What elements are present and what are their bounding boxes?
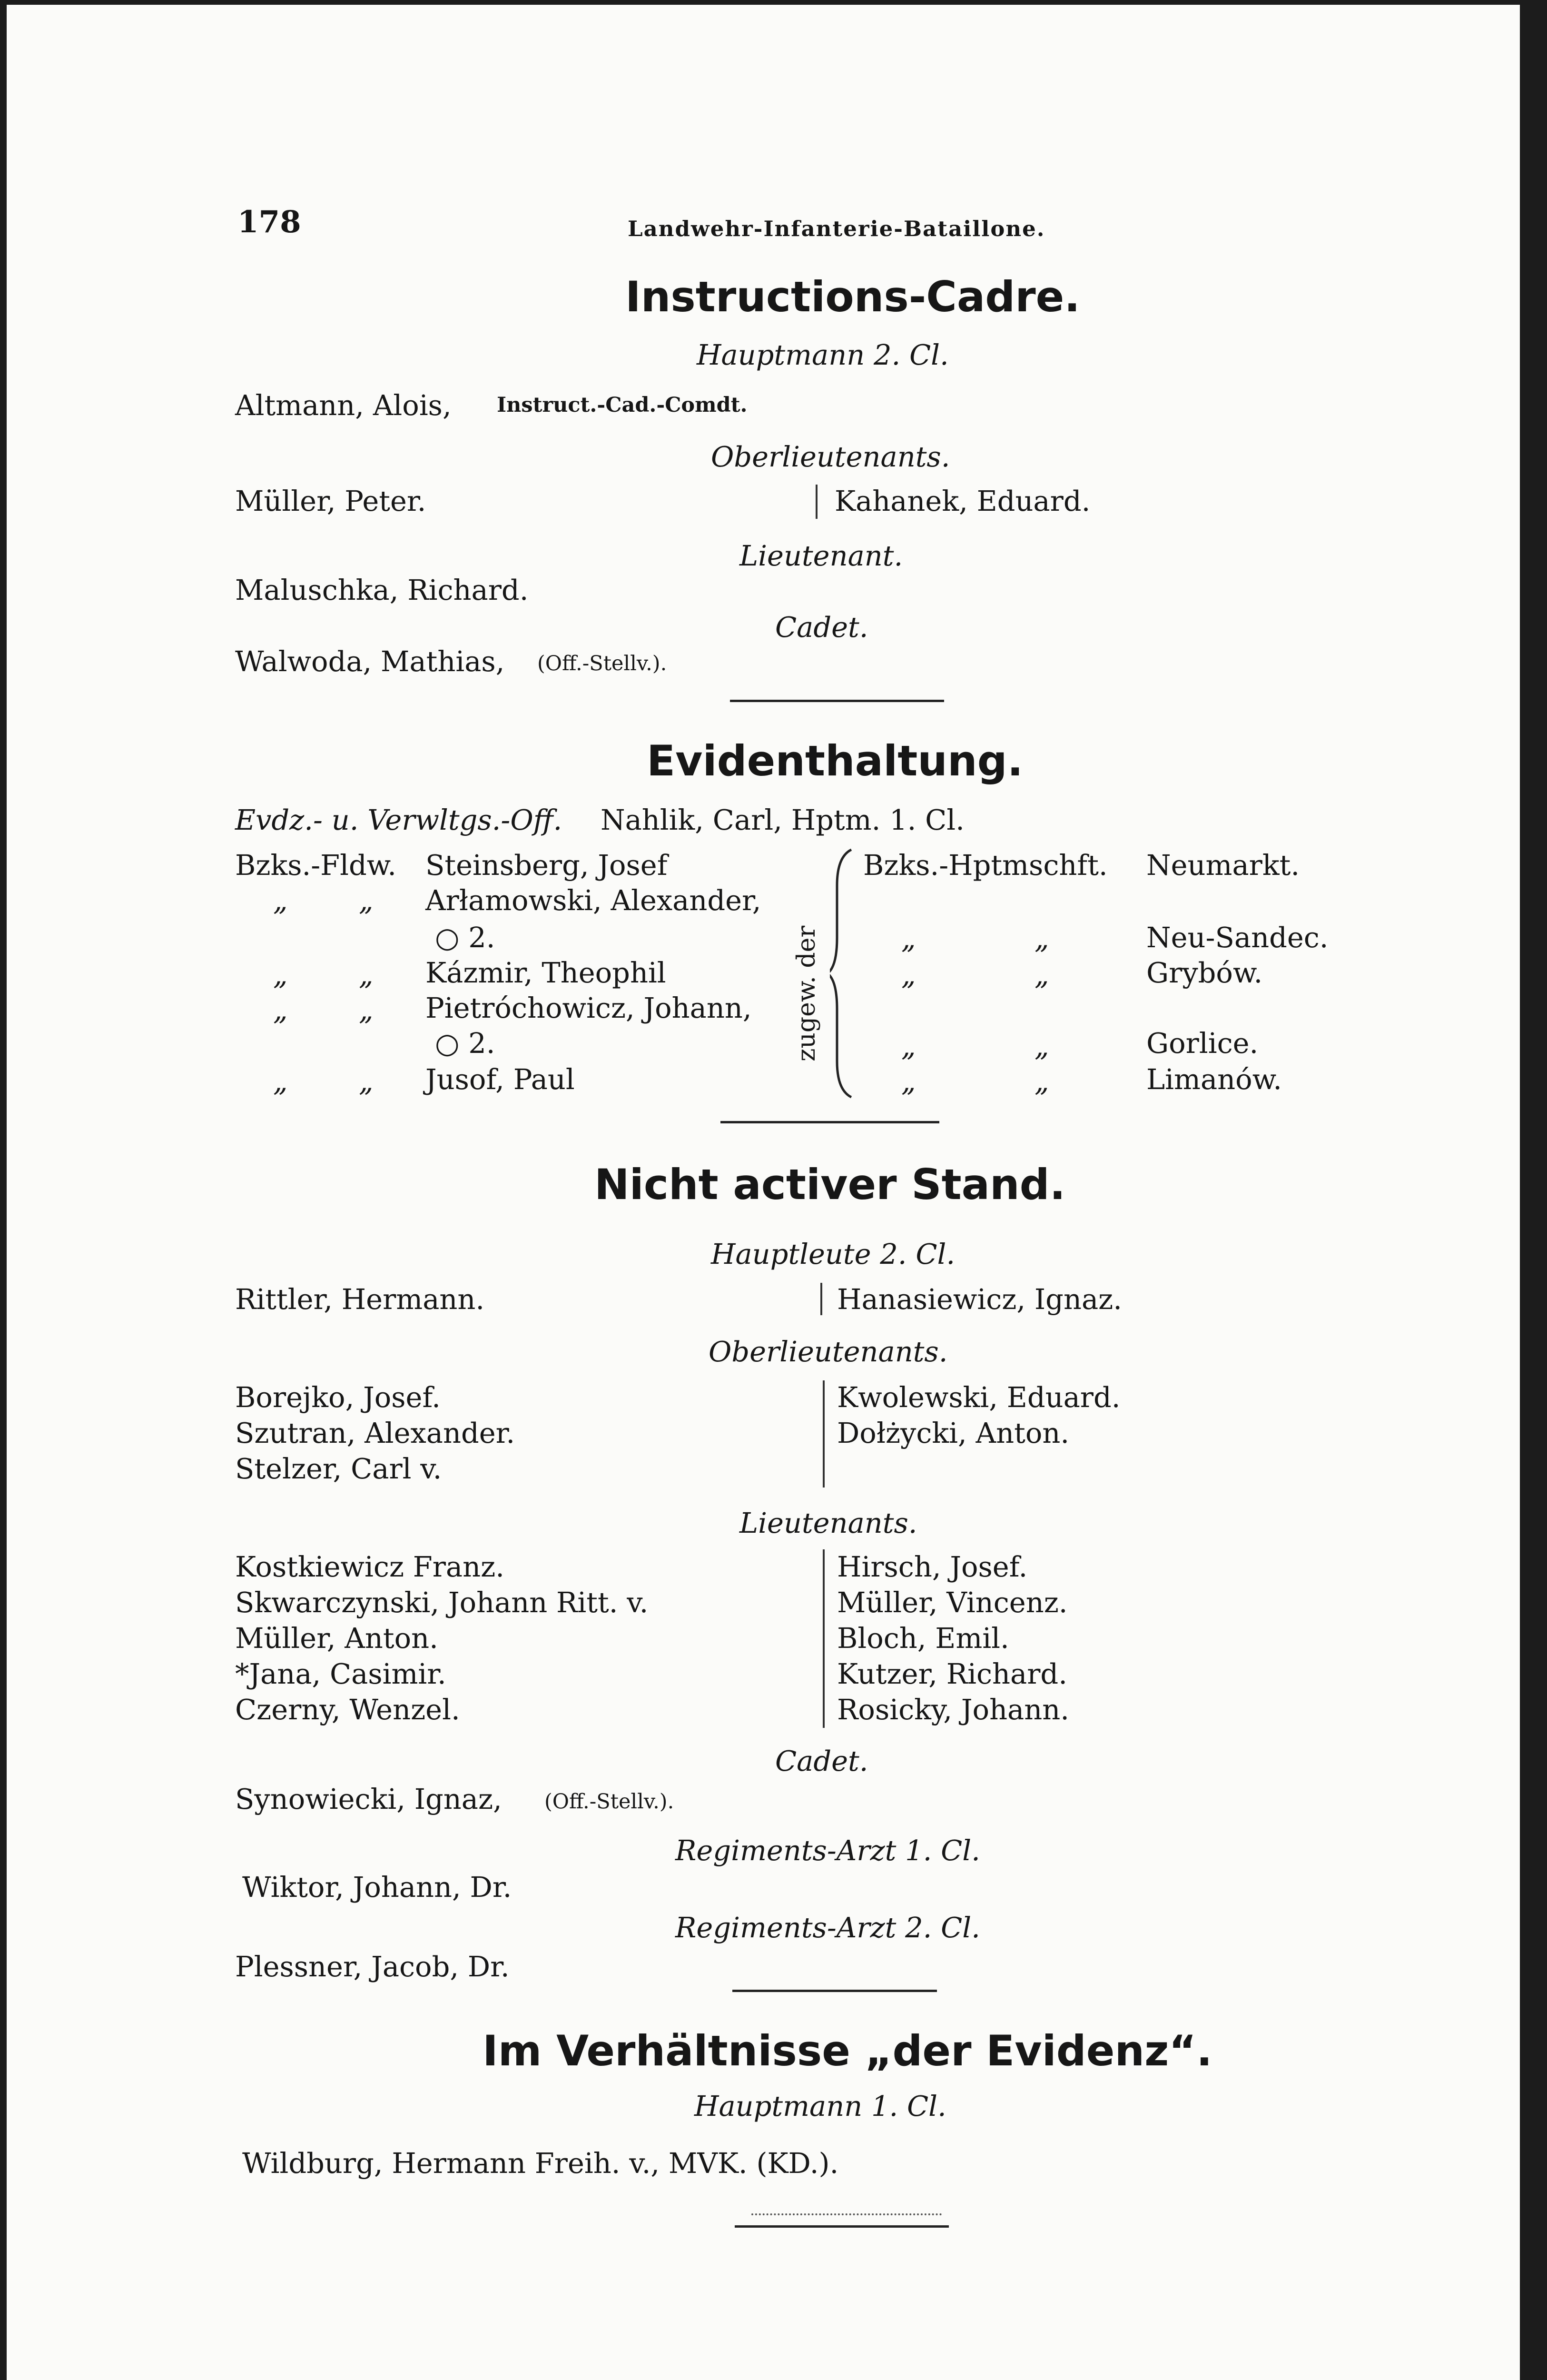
- nicht-cadet-name: Synowiecki, Ignaz,: [235, 1783, 502, 1815]
- instructions-lt-name: Maluschka, Richard.: [235, 574, 529, 606]
- ditto-mark: „: [359, 1065, 374, 1098]
- nicht-lts-right: Rosicky, Johann.: [837, 1693, 1069, 1726]
- ditto-mark: „: [273, 1065, 288, 1098]
- evid-row-name: Pietróchowicz, Johann,: [425, 992, 752, 1024]
- evid-row-place: Grybów.: [1146, 956, 1263, 989]
- evid-row-name: Steinsberg, Josef: [425, 849, 668, 882]
- curly-brace: [830, 847, 863, 1100]
- running-head: Landwehr-Infanterie-Bataillone.: [628, 216, 1045, 241]
- ditto-mark: „: [273, 993, 288, 1026]
- nicht-lts-right: Kutzer, Richard.: [837, 1657, 1067, 1690]
- section-rule: [732, 1990, 937, 1992]
- section-rule: [720, 1121, 939, 1123]
- nicht-oberlt-right: Dołżycki, Anton.: [837, 1417, 1070, 1449]
- evid-row-name: Jusof, Paul: [425, 1063, 575, 1096]
- instructions-cadet-name: Walwoda, Mathias,: [235, 645, 505, 678]
- ditto-mark: „: [901, 1030, 916, 1062]
- nicht-lts-right: Hirsch, Josef.: [837, 1550, 1028, 1583]
- evid-row-place: Gorlice.: [1146, 1027, 1259, 1060]
- nicht-arzt2-name: Plessner, Jacob, Dr.: [235, 1950, 510, 1983]
- nicht-rank-lts: Lieutenants.: [739, 1507, 917, 1539]
- column-divider: [820, 1283, 822, 1315]
- altmann-name: Altmann, Alois,: [235, 389, 452, 422]
- nicht-lts-left: *Jana, Casimir.: [235, 1657, 446, 1690]
- instructions-rank-oberlt: Oberlieutenants.: [711, 440, 950, 473]
- page-number: 178: [237, 204, 301, 240]
- nicht-hauptleute-left: Rittler, Hermann.: [235, 1283, 485, 1316]
- nicht-oberlt-left: Szutran, Alexander.: [235, 1417, 515, 1449]
- instructions-rank-hauptmann: Hauptmann 2. Cl.: [697, 338, 949, 371]
- nicht-rank-cadet: Cadet.: [775, 1745, 868, 1777]
- nicht-hauptleute-right: Hanasiewicz, Ignaz.: [837, 1283, 1122, 1316]
- ditto-mark: „: [359, 884, 374, 917]
- nicht-lts-right: Bloch, Emil.: [837, 1622, 1009, 1655]
- column-divider: [816, 485, 818, 519]
- ditto-mark: „: [1035, 1065, 1049, 1098]
- nicht-cadet-note: (Off.-Stellv.).: [544, 1790, 674, 1814]
- instructions-rank-lt: Lieutenant.: [739, 539, 903, 572]
- ditto-mark: „: [273, 884, 288, 917]
- ditto-mark: „: [901, 958, 916, 991]
- nicht-oberlt-left: Stelzer, Carl v.: [235, 1452, 442, 1485]
- evid-row-name: ○ 2.: [435, 1027, 495, 1060]
- nicht-lts-left: Müller, Anton.: [235, 1622, 438, 1655]
- hptm-label: Bzks.-Hptmschft.: [863, 849, 1108, 882]
- evid-row-place: Neumarkt.: [1146, 849, 1300, 882]
- evidenz-heading: Im Verhältnisse „der Evidenz“.: [483, 2026, 1212, 2075]
- instructions-cadet-note: (Off.-Stellv.).: [537, 652, 667, 675]
- bracket-label: zugew. der: [792, 925, 821, 1061]
- nicht-lts-right: Müller, Vincenz.: [837, 1586, 1068, 1619]
- evidenz-name: Wildburg, Hermann Freih. v., MVK. (KD.).: [242, 2147, 839, 2180]
- ditto-mark: „: [901, 922, 916, 955]
- ditto-mark: „: [901, 1065, 916, 1098]
- altmann-role: Instruct.-Cad.-Comdt.: [497, 393, 748, 417]
- column-divider: [823, 1549, 825, 1728]
- dotted-rule: [751, 2213, 942, 2215]
- evid-row-place: Limanów.: [1146, 1063, 1282, 1096]
- nicht-rank-oberlt: Oberlieutenants.: [709, 1335, 948, 1368]
- ditto-mark: „: [1035, 958, 1049, 991]
- evid-line1-text: Nahlik, Carl, Hptm. 1. Cl.: [601, 803, 965, 836]
- nicht-lts-left: Kostkiewicz Franz.: [235, 1550, 504, 1583]
- bzks-label: Bzks.-Fldw.: [235, 849, 396, 882]
- instructions-oberlt-left: Müller, Peter.: [235, 485, 426, 517]
- nicht-rank-hauptleute: Hauptleute 2. Cl.: [711, 1238, 956, 1270]
- section-rule: [730, 700, 944, 702]
- column-divider: [823, 1380, 825, 1488]
- evid-row-name: ○ 2.: [435, 921, 495, 954]
- evid-line1-prefix: Evdz.- u. Verwltgs.-Off.: [235, 803, 562, 836]
- instructions-heading: Instructions-Cadre.: [625, 272, 1080, 321]
- evidenthaltung-heading: Evidenthaltung.: [647, 736, 1024, 785]
- nicht-oberlt-right: Kwolewski, Eduard.: [837, 1381, 1121, 1414]
- instructions-oberlt-right: Kahanek, Eduard.: [835, 485, 1091, 517]
- ditto-mark: „: [1035, 1030, 1049, 1062]
- nicht-lts-left: Czerny, Wenzel.: [235, 1693, 460, 1726]
- evid-row-name: Kázmir, Theophil: [425, 956, 666, 989]
- book-page: [7, 5, 1520, 2380]
- nicht-heading: Nicht activer Stand.: [594, 1160, 1066, 1209]
- nicht-oberlt-left: Borejko, Josef.: [235, 1381, 441, 1414]
- instructions-rank-cadet: Cadet.: [775, 611, 868, 644]
- ditto-mark: „: [1035, 922, 1049, 955]
- ditto-mark: „: [359, 993, 374, 1026]
- nicht-rank-arzt2: Regiments-Arzt 2. Cl.: [675, 1911, 980, 1944]
- nicht-rank-arzt1: Regiments-Arzt 1. Cl.: [675, 1834, 980, 1867]
- evidenz-rank: Hauptmann 1. Cl.: [694, 2090, 946, 2122]
- section-rule: [735, 2225, 949, 2228]
- evid-row-place: Neu-Sandec.: [1146, 921, 1329, 954]
- nicht-arzt1-name: Wiktor, Johann, Dr.: [242, 1871, 512, 1904]
- ditto-mark: „: [273, 958, 288, 991]
- evid-row-name: Arłamowski, Alexander,: [425, 884, 761, 917]
- ditto-mark: „: [359, 958, 374, 991]
- nicht-lts-left: Skwarczynski, Johann Ritt. v.: [235, 1586, 649, 1619]
